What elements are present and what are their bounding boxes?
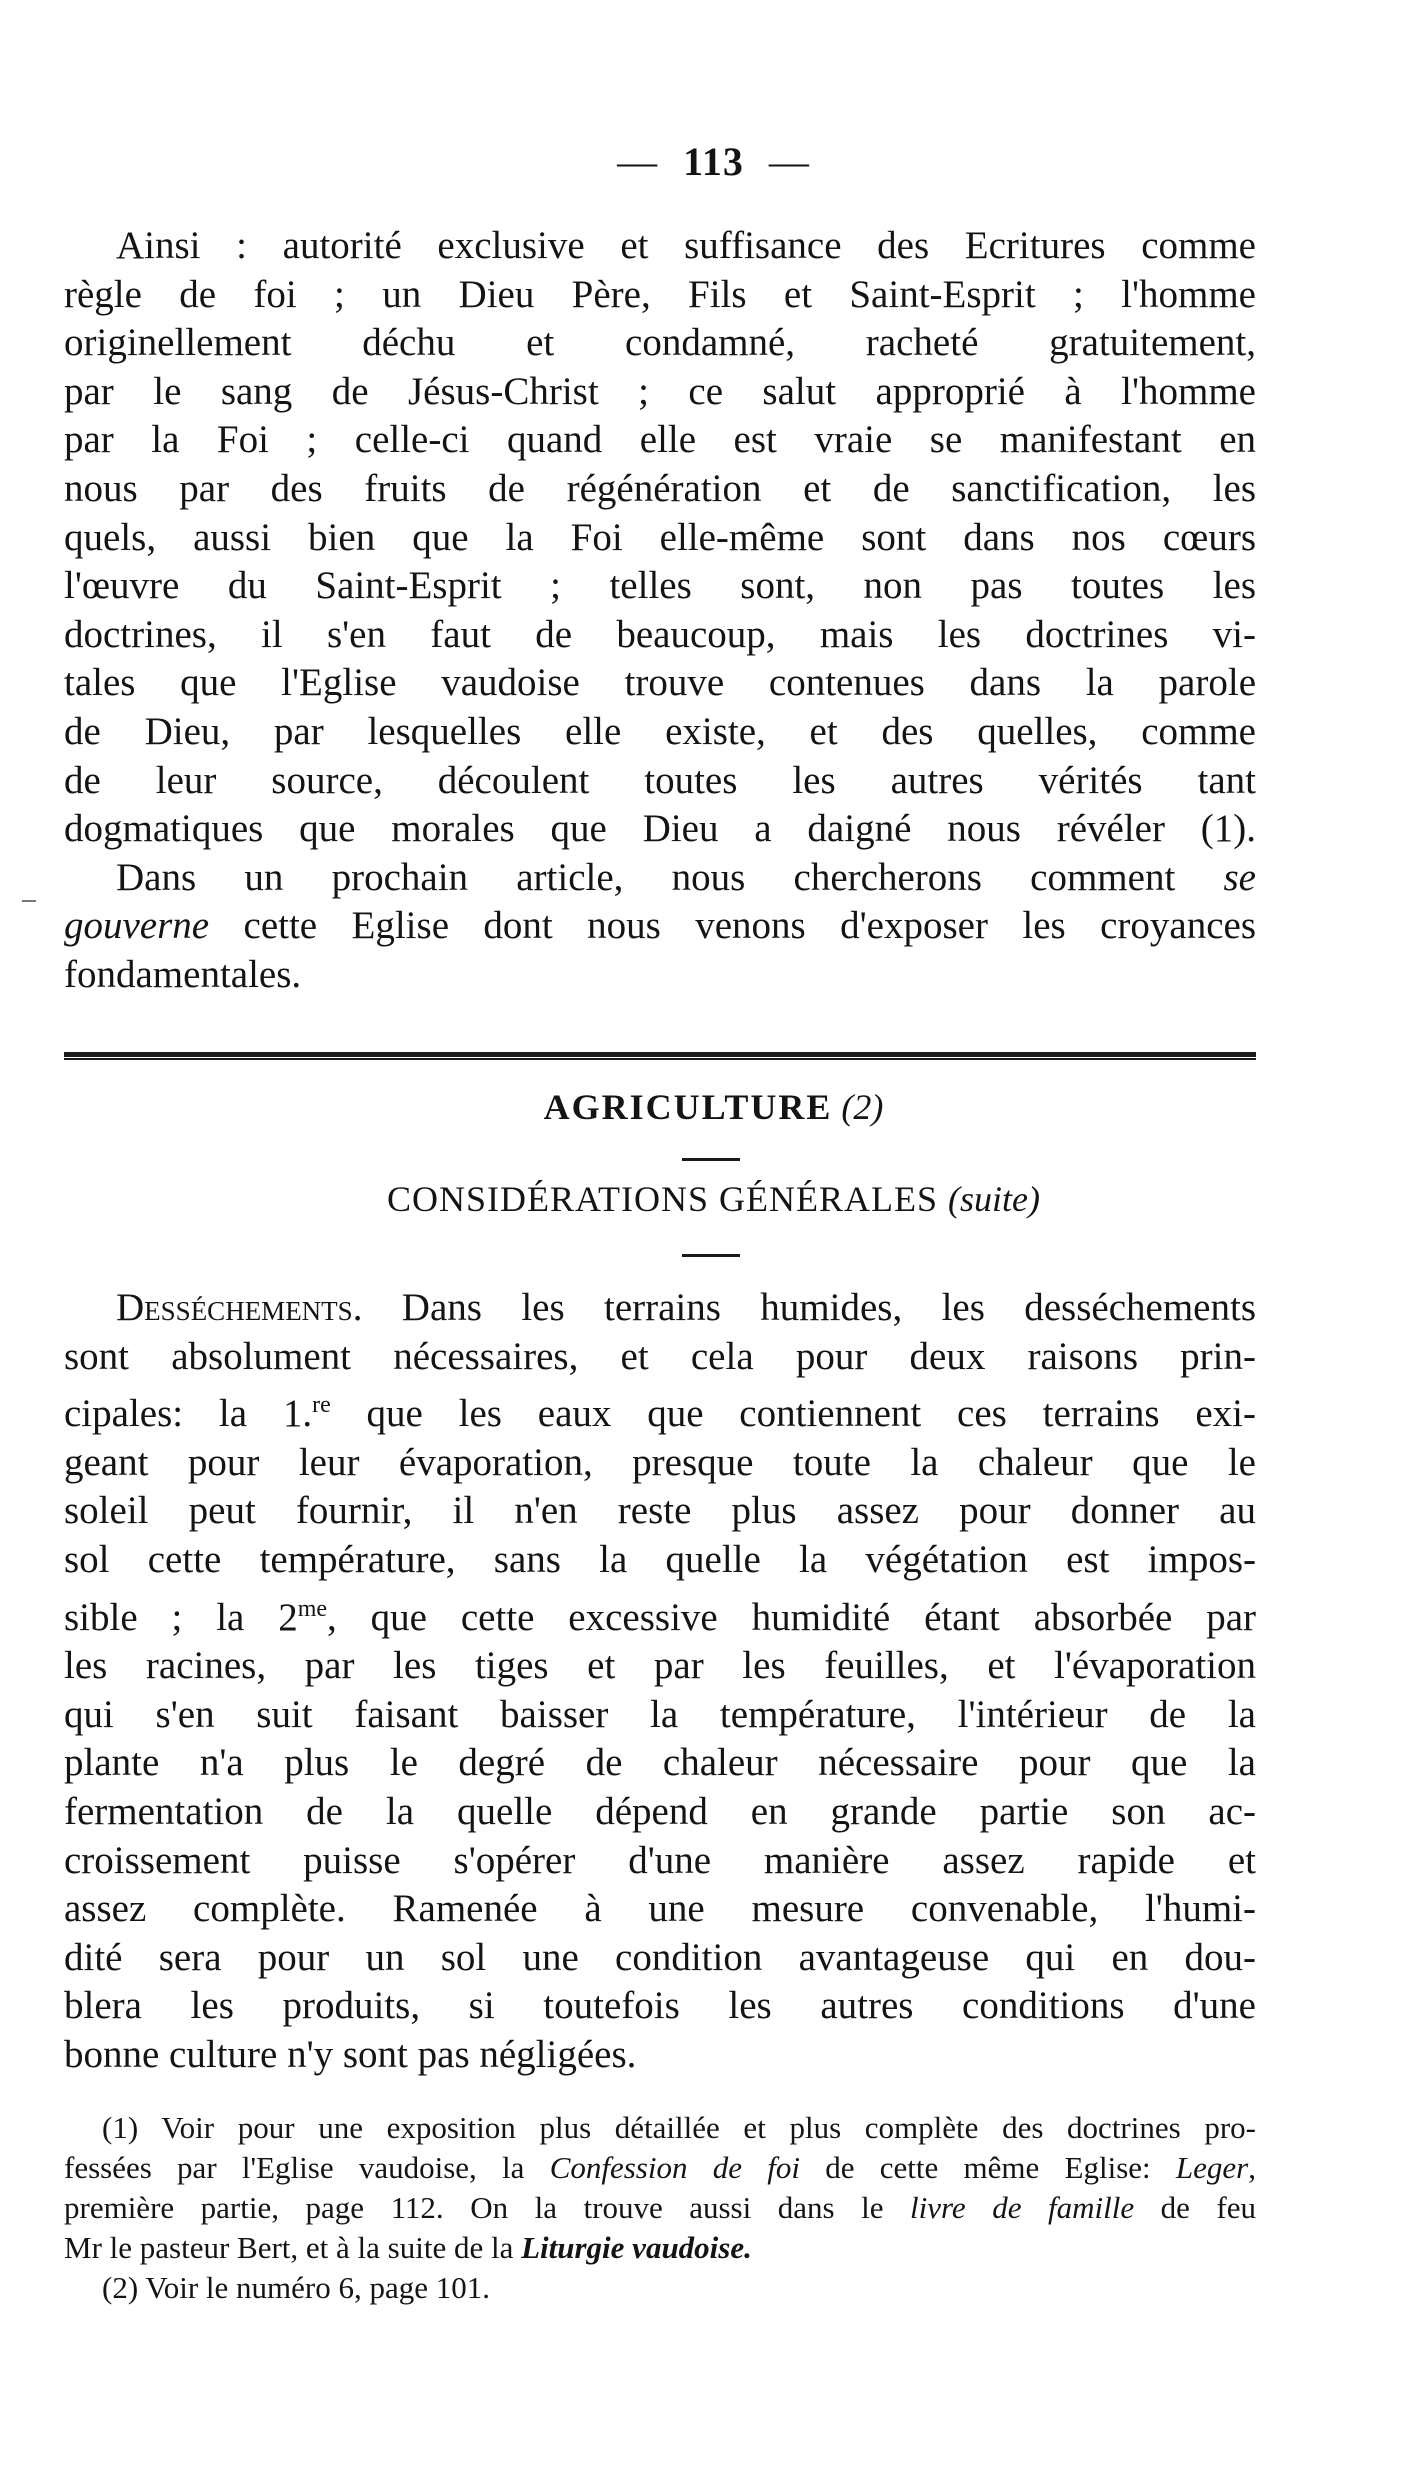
page-number: 113: [683, 139, 744, 184]
text-line: fermentation de la quelle dépend en grande partie son ac-: [64, 1789, 1256, 1833]
text-line: croissement puisse s'opérer d'une manière assez rapide et: [64, 1838, 1256, 1882]
text-line: blera les produits, si toutefois les autres conditions d'une: [64, 1984, 1256, 2028]
text-run: sible ; la 2: [64, 1595, 298, 1639]
page-header: [0, 138, 1427, 185]
lead-word: Desséchements.: [116, 1286, 363, 1329]
text-line: [64, 1284, 1256, 1333]
text-run: première partie, page 112. On la trouve aussi dans le: [64, 2190, 911, 2225]
text-run: Dans un prochain article, nous chercherons comment: [116, 855, 1224, 899]
italic-run: Confession de foi: [549, 2150, 800, 2185]
footnote-line: (1) Voir pour une exposition plus détaillée et plus complète des doctrines pro-: [102, 2110, 1256, 2145]
agriculture-paragraph: [64, 1284, 1256, 2080]
text-line: sol cette température, sans la quelle la végétation est impos-: [64, 1537, 1256, 1581]
header-dash-left: —: [617, 139, 659, 184]
italic-run: livre de famille: [910, 2190, 1135, 2225]
text-line: [64, 1381, 1256, 1439]
footnote-line: [64, 2228, 1256, 2268]
text-run: que les eaux que contiennent ces terrains exi-: [330, 1392, 1257, 1436]
subtitle-text: CONSIDÉRATIONS GÉNÉRALES: [387, 1179, 939, 1219]
text-line: doctrines, il s'en faut de beaucoup, mais les doctrines vi-: [64, 612, 1256, 656]
text-line: dogmatiques que morales que Dieu a daigné nous révéler (1).: [64, 807, 1256, 851]
text-line: [64, 854, 1256, 903]
text-line: nous par des fruits de régénération et de sanctification, les: [64, 466, 1256, 510]
italic-run: se: [1223, 855, 1256, 899]
text-line: quels, aussi bien que la Foi elle-même sont dans nos cœurs: [64, 515, 1256, 559]
text-line: Ainsi : autorité exclusive et suffisance des Ecritures comme: [116, 224, 1256, 267]
section-divider: [64, 1052, 1256, 1060]
text-run: Dans les terrains humides, les desséchements: [362, 1286, 1256, 1329]
subtitle-suite: (suite): [948, 1179, 1040, 1219]
text-line: les racines, par les tiges et par les feuilles, et l'évaporation: [64, 1644, 1256, 1688]
text-line: par le sang de Jésus-Christ ; ce salut approprié à l'homme: [64, 369, 1256, 413]
text-line: tales que l'Eglise vaudoise trouve contenues dans la parole: [64, 661, 1256, 705]
italic-run: Liturgie vaudoise.: [521, 2230, 752, 2265]
text-line: plante n'a plus le degré de chaleur nécessaire pour que la: [64, 1741, 1256, 1785]
italic-run: Leger: [1175, 2150, 1249, 2185]
footnotes: [64, 2108, 1256, 2308]
text-line: qui s'en suit faisant baisser la température, l'intérieur de la: [64, 1692, 1256, 1736]
text-run: cette Eglise dont nous venons d'exposer les croyances: [209, 904, 1256, 948]
subtitle-rule: [682, 1254, 740, 1257]
text-line: sont absolument nécessaires, et cela pour deux raisons prin-: [64, 1334, 1256, 1378]
text-line: règle de foi ; un Dieu Père, Fils et Saint-Esprit ; l'homme: [64, 272, 1256, 316]
intro-paragraph: [64, 222, 1256, 1000]
italic-run: gouverne: [64, 904, 210, 948]
text-line: de leur source, découlent toutes les autres vérités tant: [64, 758, 1256, 802]
footnote-line: [64, 2188, 1256, 2228]
text-run: ,: [1248, 2150, 1256, 2185]
text-run: Mr le pasteur Bert, et à la suite de la: [64, 2230, 522, 2265]
footnote-line: [64, 2148, 1256, 2188]
text-run: de feu: [1134, 2190, 1256, 2225]
section-subtitle: [0, 1178, 1427, 1220]
text-line: l'œuvre du Saint-Esprit ; telles sont, non pas toutes les: [64, 564, 1256, 608]
superscript: re: [312, 1392, 331, 1419]
text-line: bonne culture n'y sont pas négligées.: [64, 2032, 637, 2076]
text-run: fessées par l'Eglise vaudoise, la: [64, 2150, 550, 2185]
footnote-ref: (2): [832, 1087, 884, 1127]
text-line: de Dieu, par lesquelles elle existe, et des quelles, comme: [64, 709, 1256, 753]
text-line: dité sera pour un sol une condition avantageuse qui en dou-: [64, 1935, 1256, 1979]
text-line: soleil peut fournir, il n'en reste plus assez pour donner au: [64, 1489, 1256, 1533]
text-line: [64, 1585, 1256, 1643]
superscript: me: [297, 1595, 328, 1622]
text-run: cipales: la 1.: [64, 1392, 313, 1436]
text-run: de cette même Eglise:: [800, 2150, 1176, 2185]
section-title: [0, 1086, 1427, 1128]
footnote-line: (2) Voir le numéro 6, page 101.: [102, 2270, 490, 2305]
text-line: geant pour leur évaporation, presque toute la chaleur que le: [64, 1440, 1256, 1484]
text-line: [64, 902, 1256, 951]
header-dash-right: —: [768, 139, 810, 184]
text-line: par la Foi ; celle-ci quand elle est vraie se manifestant en: [64, 418, 1256, 462]
text-line: assez complète. Ramenée à une mesure convenable, l'humi-: [64, 1887, 1256, 1931]
section-title-text: AGRICULTURE: [543, 1087, 833, 1127]
text-run: , que cette excessive humidité étant absorbée par: [327, 1595, 1256, 1639]
text-line: fondamentales.: [64, 952, 302, 996]
text-line: originellement déchu et condamné, racheté gratuitement,: [64, 321, 1256, 365]
margin-mark: [22, 900, 36, 902]
title-rule: [682, 1158, 740, 1161]
